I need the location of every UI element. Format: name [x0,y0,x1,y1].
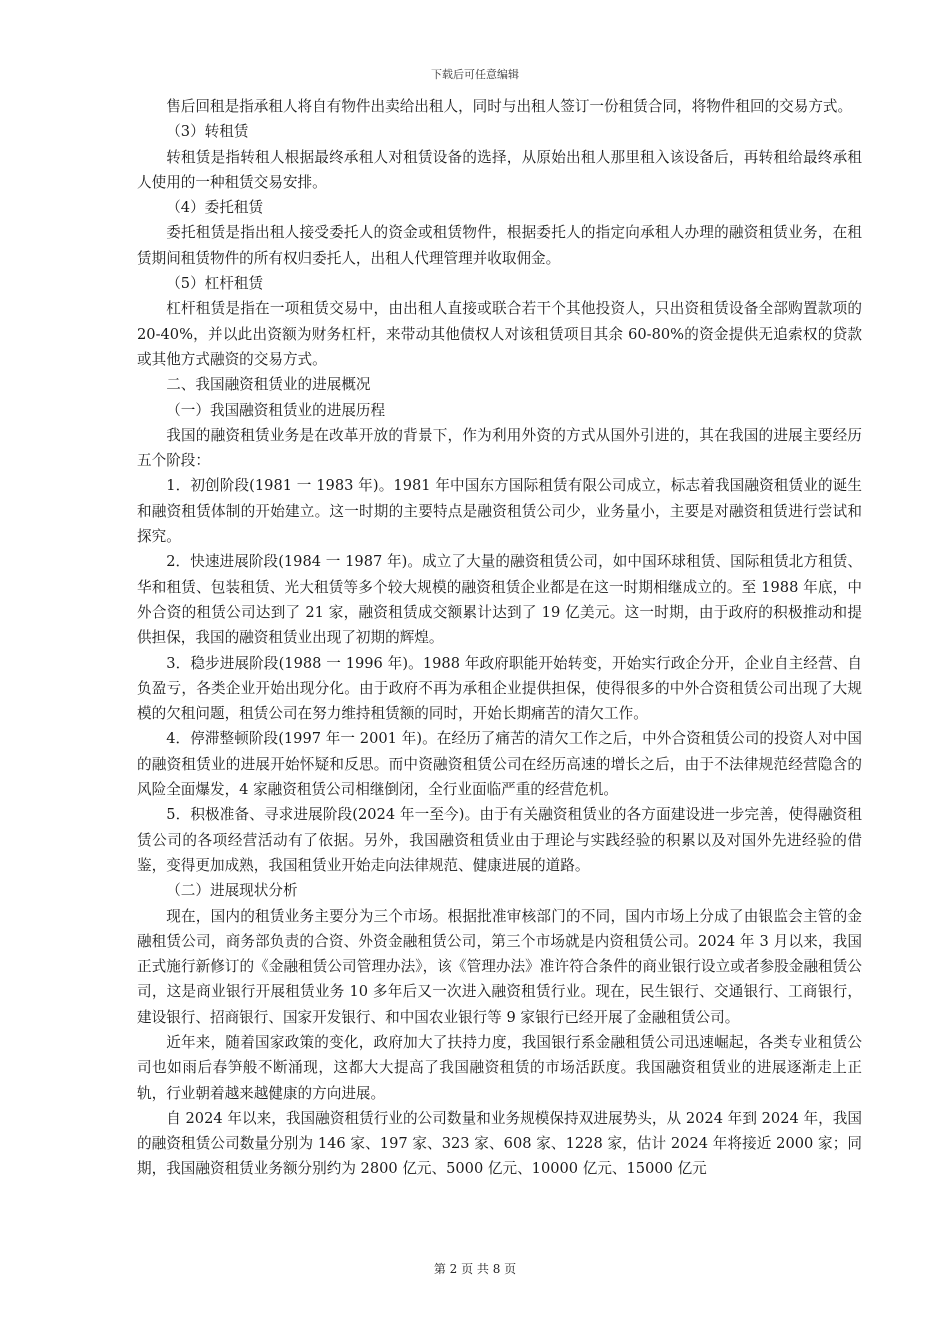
paragraph: 售后回租是指承租人将自有物件出卖给出租人，同时与出租人签订一份租赁合同，将物件租回的交易方式。 [166,98,853,115]
document-body [137,94,862,1182]
paragraph: 近年来，随着国家政策的变化，政府加大了扶持力度，我国银行系金融租赁公司迅速崛起，各类专业租赁公司也如雨后春笋般不断涌现，这都大大提高了我国融资租赁的市场活跃度。我国融资租赁业的进展逐渐走上正轨，行业朝着越来越健康的方向进展。 [137,1033,862,1102]
paragraph: 现在，国内的租赁业务主要分为三个市场。根据批准审核部门的不同，国内市场上分成了由银监会主管的金融租赁公司，商务部负责的合资、外资金融租赁公司，第三个市场就是内资租赁公司。2024 年 3 月以来，我国正式施行新修订的《金融租赁公司管理办法》，该《管理办法》准许符合条件的商业银行设立或者参股金融租赁公司，这是商业银行开展租赁业务 10 多年后又一次进入融资租赁行业。现在，民生银行、交通银行、工商银行，建设银行、招商银行、国家开发银行、和中国农业银行等 9 家银行已经开展了金融租赁公司。 [137,907,862,1026]
paragraph: 杠杆租赁是指在一项租赁交易中，由出租人直接或联合若干个其他投资人，只出资租赁设备全部购置款项的 20-40%，并以此出资额为财务杠杆，来带动其他债权人对该租赁项目其余 60-80%的资金提供无追索权的贷款或其他方式融资的交易方式。 [137,300,862,368]
paragraph: 自 2024 年以来，我国融资租赁行业的公司数量和业务规模保持双进展势头，从 2024 年到 2024 年，我国的融资租赁公司数量分别为 146 家、197 家、323 家、608 家、1228 家，估计 2024 年将接近 2000 家；同期，我国融资租赁业务额分别约为 2800 亿元、5000 亿元、10000 亿元、15000 亿元 [137,1109,862,1178]
paragraph: 转租赁是指转租人根据最终承租人对租赁设备的选择，从原始出租人那里租入该设备后，再转租给最终承租人使用的一种租赁交易安排。 [137,148,862,191]
paragraph: 2．快速进展阶段(1984 一 1987 年)。成立了大量的融资租赁公司，如中国环球租赁、国际租赁北方租赁、华和租赁、包装租赁、光大租赁等多个较大规模的融资租赁企业都是在这一时期相继成立的。至 1988 年底，中外合资的租赁公司达到了 21 家，融资租赁成交额累计达到了 19 亿美元。这一时期，由于政府的积极推动和提供担保，我国的融资租赁业出现了初期的辉煌。 [137,553,862,647]
paragraph: 4．停滞整顿阶段(1997 年一 2001 年)。在经历了痛苦的清欠工作之后，中外合资租赁公司的投资人对中国的融资租赁业的进展开始怀疑和反思。而中资融资租赁公司在经历高速的增长之后，由于不法律规范经营隐含的风险全面爆发，4 家融资租赁公司相继倒闭，全行业面临严重的经营危机。 [137,730,862,799]
paragraph: 委托租赁是指出租人接受委托人的资金或租赁物件，根据委托人的指定向承租人办理的融资租赁业务，在租赁期间租赁物件的所有权归委托人，出租人代理管理并收取佣金。 [137,224,862,267]
paragraph: 5．积极准备、寻求进展阶段(2024 年一至今)。由于有关融资租赁业的各方面建设进一步完善，使得融资租赁公司的各项经营活动有了依据。另外，我国融资租赁业由于理论与实践经验的积累以及对国外先进经验的借鉴，变得更加成熟，我国租赁业开始走向法律规范、健康进展的道路。 [137,806,862,874]
paragraph: 1．初创阶段(1981 一 1983 年)。1981 年中国东方国际租赁有限公司成立，标志着我国融资租赁业的诞生和融资租赁体制的开始建立。这一时期的主要特点是融资租赁公司少，业务量小，主要是对融资租赁进行尝试和探究。 [137,477,862,546]
page-footer: 第 2 页 共 8 页 [433,1262,517,1276]
subheading: （二）进展现状分析 [166,882,298,900]
paragraph: 3．稳步进展阶段(1988 一 1996 年)。1988 年政府职能开始转变，开始实行政企分开，企业自主经营、自负盈亏，各类企业开始出现分化。由于政府不再为承租企业提供担保，使得很多的中外合资租赁公司出现了大规模的欠租问题，租赁公司在努力维持租赁额的同时，开始长期痛苦的清欠工作。 [137,654,862,723]
section-heading: 二、我国融资租赁业的进展概况 [166,376,371,394]
paragraph: 我国的融资租赁业务是在改革开放的背景下，作为利用外资的方式从国外引进的，其在我国的进展主要经历五个阶段： [137,426,862,470]
page-header: 下载后可任意编辑 [431,68,519,81]
subheading: （一）我国融资租赁业的进展历程 [166,401,386,419]
subheading: （3）转租赁 [166,123,249,141]
subheading: （4）委托租赁 [166,199,264,217]
subheading: （5）杠杆租赁 [166,275,264,293]
